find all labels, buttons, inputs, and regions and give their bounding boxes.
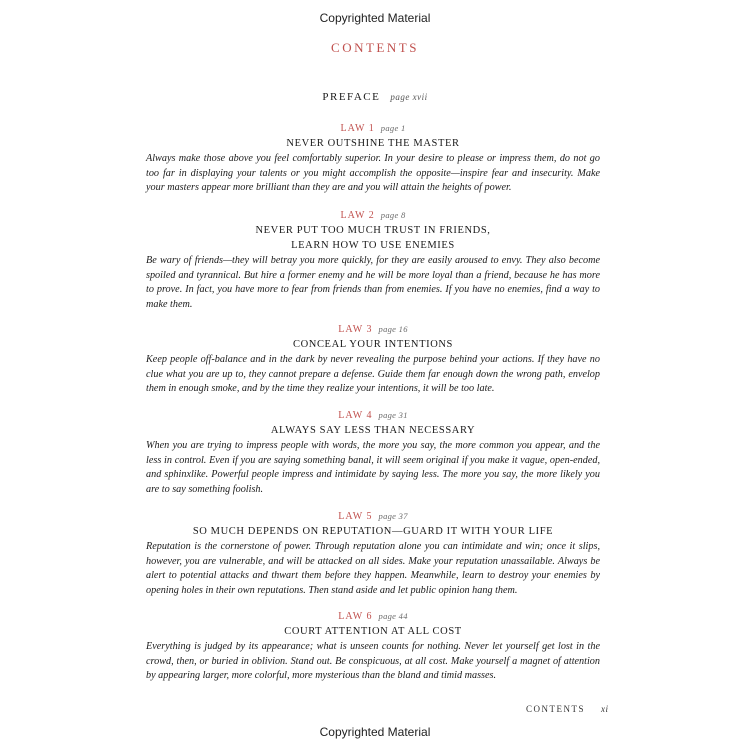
- copyright-watermark-top: Copyrighted Material: [319, 11, 431, 25]
- running-footer: [526, 704, 609, 714]
- law-heading: [146, 121, 600, 136]
- law-heading: [146, 509, 600, 524]
- preface-label: PREFACE: [322, 91, 381, 103]
- law-page: page 31: [378, 410, 408, 420]
- law-title: CONCEAL YOUR INTENTIONS: [292, 339, 453, 350]
- law-entry-1: [146, 121, 600, 196]
- law-entry-5: [146, 509, 600, 598]
- law-number: LAW 6: [338, 611, 373, 622]
- law-title: ALWAYS SAY LESS THAN NECESSARY: [270, 425, 476, 436]
- law-title: NEVER OUTSHINE THE MASTER: [286, 138, 460, 149]
- footer-label: CONTENTS: [526, 704, 585, 714]
- footer-page-number: xi: [601, 704, 609, 714]
- law-entry-3: [146, 322, 600, 397]
- law-heading: [146, 609, 600, 624]
- law-title: COURT ATTENTION AT ALL COST: [284, 626, 462, 637]
- law-number: LAW 3: [338, 324, 373, 335]
- law-description: When you are trying to impress people with words, the more you say, the more common you appear, and the less in control. Even if you are saying something banal, it will seem original if you make it vague, open-ended, and sphinxlike. Powerful people impress and intimidate by saying less. The more you say, the more likely you are to say something foolish.: [146, 440, 600, 495]
- preface-page: page xvii: [390, 92, 428, 102]
- law-description: Be wary of friends—they will betray you more quickly, for they are easily aroused to envy. They also become spoiled and tyrannical. But hire a former enemy and he will be more loyal than a friend, because he has more to prove. In fact, you have more to fear from friends than from enemies. If you have no enemies, find a way to make them.: [146, 255, 600, 310]
- law-number: LAW 5: [338, 511, 373, 522]
- law-description: Keep people off-balance and in the dark by never revealing the purpose behind your actions. If they have no clue what you are up to, they cannot prepare a defense. Guide them far enough down the wrong path, envelop them in enough smoke, and by the time they realize your intentions, it will be too late.: [146, 354, 600, 394]
- law-page: page 37: [378, 511, 408, 521]
- law-entry-2: [146, 208, 600, 312]
- law-description: Always make those above you feel comfortably superior. In your desire to please or impress them, do not go too far in displaying your talents or you might accomplish the opposite—inspire fear and insecurity. Make your masters appear more brilliant than they are and you will attain the heights of power.: [146, 153, 600, 193]
- copyright-watermark-bottom: Copyrighted Material: [319, 725, 431, 739]
- contents-title: CONTENTS: [331, 40, 419, 55]
- law-title-line-2: LEARN HOW TO USE ENEMIES: [291, 240, 455, 251]
- law-page: page 44: [378, 611, 408, 621]
- law-number: LAW 4: [338, 410, 373, 421]
- law-number: LAW 1: [340, 123, 375, 134]
- law-title-line-1: NEVER PUT TOO MUCH TRUST IN FRIENDS,: [255, 225, 491, 236]
- law-page: page 8: [380, 210, 406, 220]
- law-entry-4: [146, 408, 600, 497]
- law-title: SO MUCH DEPENDS ON REPUTATION—GUARD IT WITH YOUR LIFE: [192, 526, 554, 537]
- preface-entry: [0, 91, 750, 103]
- law-heading: [146, 208, 600, 223]
- law-entry-6: [146, 609, 600, 684]
- law-page: page 16: [378, 324, 408, 334]
- law-page: page 1: [380, 123, 406, 133]
- law-heading: [146, 408, 600, 423]
- law-heading: [146, 322, 600, 337]
- law-description: Reputation is the cornerstone of power. Through reputation alone you can intimidate and win; once it slips, however, you are vulnerable, and will be attacked on all sides. Make your reputation unassailable. Always be alert to potential attacks and thwart them before they happen. Meanwhile, learn to destroy your enemies by opening holes in their own reputations. Then stand aside and let public opinion hang them.: [146, 541, 600, 596]
- law-number: LAW 2: [340, 210, 375, 221]
- law-description: Everything is judged by its appearance; what is unseen counts for nothing. Never let yourself get lost in the crowd, then, or buried in oblivion. Stand out. Be conspicuous, at all cost. Make yourself a magnet of attention by appearing larger, more colorful, more mysterious than the bland and timid masses.: [146, 641, 600, 681]
